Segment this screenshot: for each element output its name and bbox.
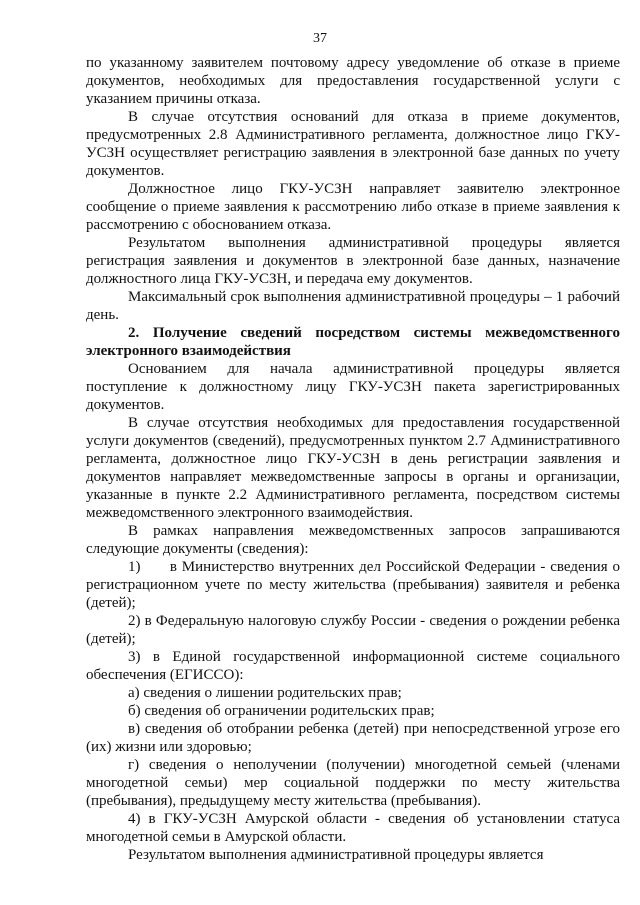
- paragraph: Максимальный срок выполнения административной процедуры – 1 рабочий день.: [86, 289, 620, 323]
- paragraph: В рамках направления межведомственных запросов запрашиваются следующие документы (сведения):: [86, 523, 620, 557]
- paragraph: по указанному заявителем почтовому адресу уведомление об отказе в приеме документов, необходимых для предоставления государственной услуги с указанием причины отказа.: [86, 55, 620, 107]
- page-body: [86, 54, 624, 864]
- sub-list-item: а) сведения о лишении родительских прав;: [128, 685, 402, 701]
- paragraph: Должностное лицо ГКУ-УСЗН направляет заявителю электронное сообщение о приеме заявления к рассмотрению либо отказе в приеме заявления к рассмотрению с обоснованием отказа.: [86, 181, 620, 233]
- paragraph: В случае отсутствия необходимых для предоставления государственной услуги документов (сведений), предусмотренных пунктом 2.7 Административного регламента, должностное лицо ГКУ-УСЗН в день регистрации заявления и документов направляет межведомственные запросы в органы и организации, указанные в пункте 2.2 Административного регламента, посредством системы межведомственного электронного взаимодействия.: [86, 415, 620, 521]
- page-number: 37: [313, 31, 327, 46]
- list-item: 1) в Министерство внутренних дел Российской Федерации - сведения о регистрационном учете по месту жительства (пребывания) заявителя и ребенка (детей);: [86, 559, 624, 611]
- list-item: 4) в ГКУ-УСЗН Амурской области - сведения об установлении статуса многодетной семьи в Амурской области.: [86, 811, 620, 845]
- list-item: 2) в Федеральную налоговую службу России - сведения о рождении ребенка (детей);: [86, 613, 620, 647]
- paragraph: В случае отсутствия оснований для отказа в приеме документов, предусмотренных 2.8 Административного регламента, должностное лицо ГКУ-УСЗН осуществляет регистрацию заявления в электронной базе данных по учету документов.: [86, 109, 620, 179]
- section-heading: 2. Получение сведений посредством системы межведомственного электронного взаимодействия: [86, 325, 620, 359]
- list-item: 3) в Единой государственной информационной системе социального обеспечения (ЕГИССО):: [86, 649, 620, 683]
- sub-list-item: г) сведения о неполучении (получении) многодетной семьей (членами многодетной семьи) мер социальной поддержки по месту жительства (пребывания), предыдущему месту жительства (пребывания).: [86, 757, 620, 809]
- sub-list-item: в) сведения об отобрании ребенка (детей) при непосредственной угрозе его (их) жизни или здоровью;: [86, 721, 620, 755]
- paragraph: Основанием для начала административной процедуры является поступление к должностному лицу ГКУ-УСЗН пакета зарегистрированных документов.: [86, 361, 620, 413]
- paragraph: Результатом выполнения административной процедуры является регистрация заявления и документов в электронной базе данных, назначение должностного лица ГКУ-УСЗН, и передача ему документов.: [86, 235, 620, 287]
- sub-list-item: б) сведения об ограничении родительских прав;: [128, 703, 435, 719]
- paragraph: Результатом выполнения административной процедуры является: [128, 847, 544, 863]
